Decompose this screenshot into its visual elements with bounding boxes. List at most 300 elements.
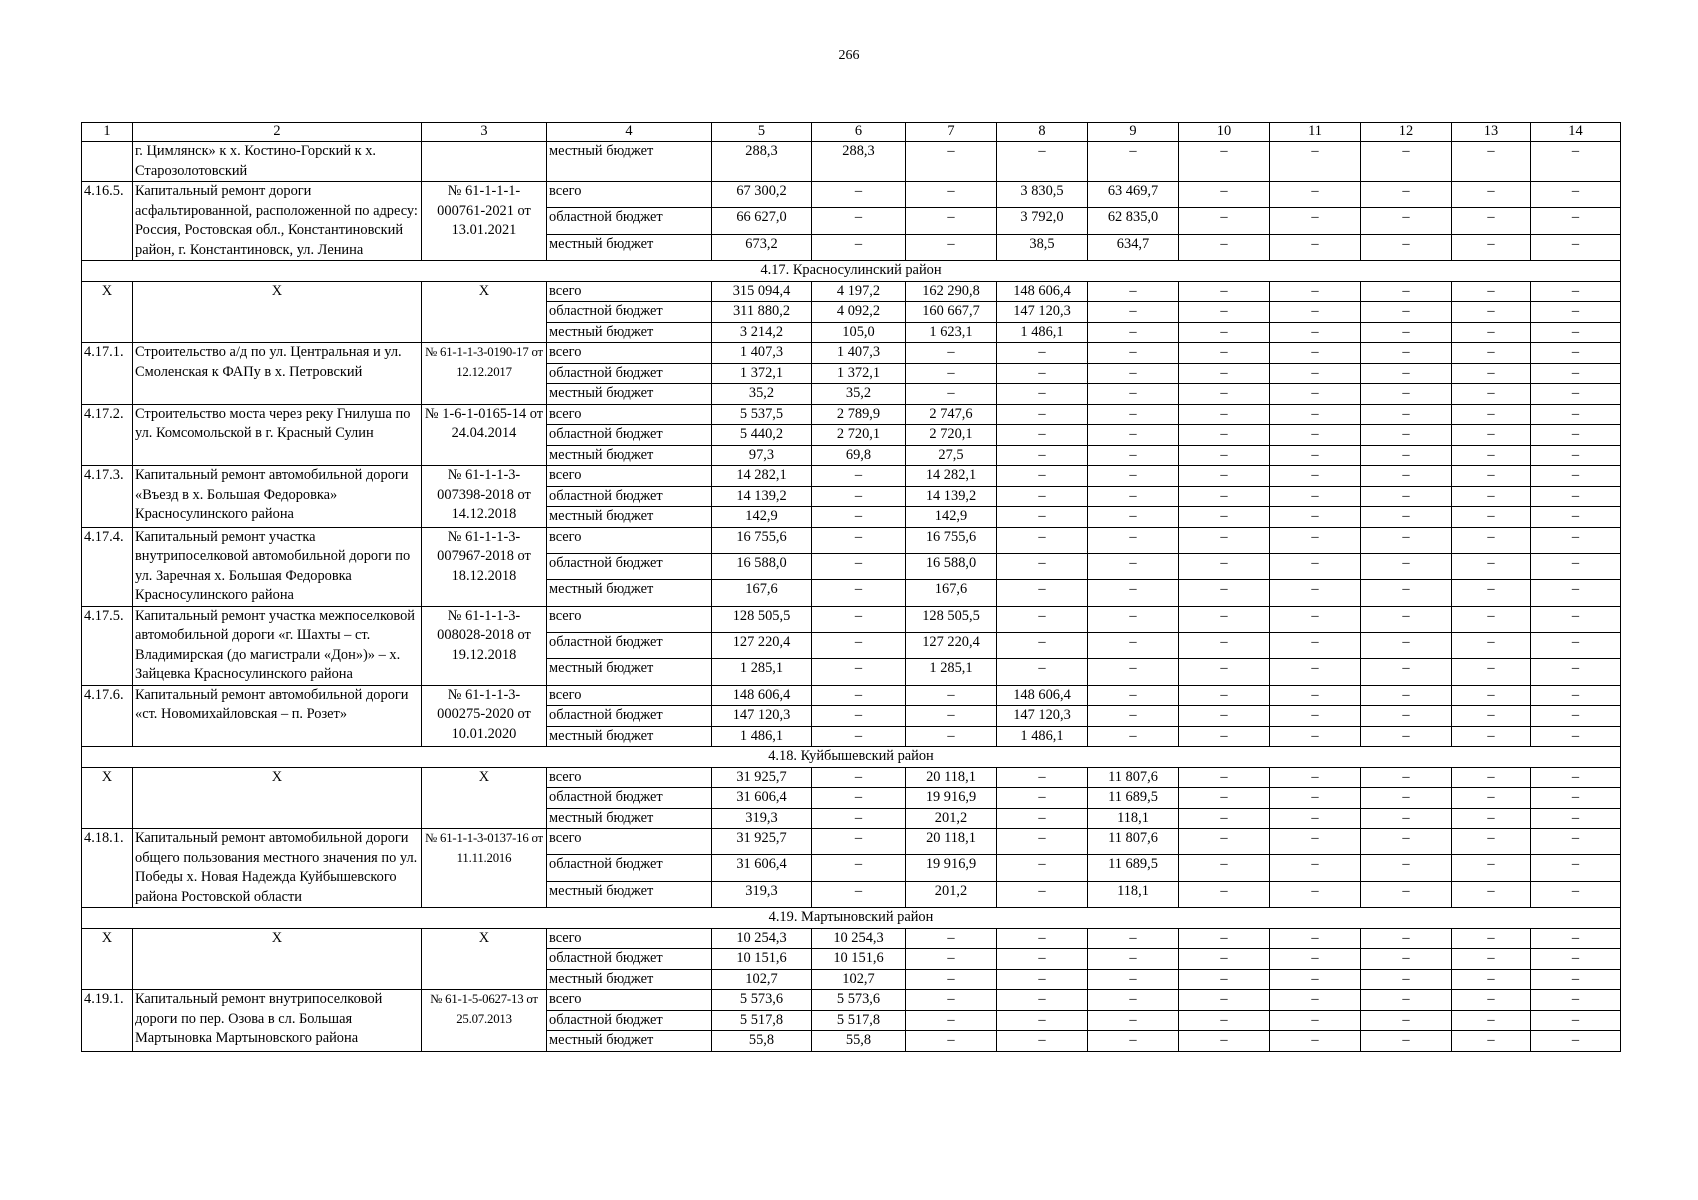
value-col-5: 102,7 xyxy=(712,969,812,990)
value-col-10: – xyxy=(1179,343,1270,364)
item-number: 4.17.5. xyxy=(82,606,133,685)
value-col-9: – xyxy=(1088,969,1179,990)
value-col-11: – xyxy=(1270,788,1361,809)
value-col-5: 315 094,4 xyxy=(712,281,812,302)
funding-source: всего xyxy=(547,685,712,706)
value-col-11: – xyxy=(1270,302,1361,323)
value-col-14: – xyxy=(1531,706,1621,727)
value-col-9: 62 835,0 xyxy=(1088,208,1179,234)
value-col-8: – xyxy=(997,553,1088,579)
value-col-6: 102,7 xyxy=(812,969,906,990)
value-col-12: – xyxy=(1361,881,1452,907)
value-col-12: – xyxy=(1361,343,1452,364)
value-col-9: 118,1 xyxy=(1088,808,1179,829)
value-col-10: – xyxy=(1179,580,1270,606)
project-row xyxy=(82,527,1621,553)
value-col-7: – xyxy=(906,685,997,706)
value-col-11: – xyxy=(1270,281,1361,302)
value-col-11: – xyxy=(1270,881,1361,907)
value-col-14: – xyxy=(1531,580,1621,606)
value-col-11: – xyxy=(1270,928,1361,949)
value-col-7: – xyxy=(906,928,997,949)
value-col-5: 147 120,3 xyxy=(712,706,812,727)
funding-source: местный бюджет xyxy=(547,142,712,182)
value-col-12: – xyxy=(1361,281,1452,302)
value-col-11: – xyxy=(1270,726,1361,747)
value-col-11: – xyxy=(1270,425,1361,446)
value-col-5: 319,3 xyxy=(712,881,812,907)
value-col-13: – xyxy=(1452,808,1531,829)
value-col-7: 201,2 xyxy=(906,881,997,907)
project-row xyxy=(82,343,1621,364)
value-col-9: – xyxy=(1088,343,1179,364)
value-col-9: 118,1 xyxy=(1088,881,1179,907)
value-col-12: – xyxy=(1361,527,1452,553)
column-header-8: 8 xyxy=(997,123,1088,142)
project-row xyxy=(82,466,1621,487)
value-col-13: – xyxy=(1452,234,1531,260)
value-col-13: – xyxy=(1452,606,1531,632)
value-col-11: – xyxy=(1270,632,1361,658)
value-col-6: 10 254,3 xyxy=(812,928,906,949)
value-col-6: 4 197,2 xyxy=(812,281,906,302)
value-col-11: – xyxy=(1270,855,1361,881)
value-col-5: 14 139,2 xyxy=(712,486,812,507)
value-col-10: – xyxy=(1179,182,1270,208)
value-col-12: – xyxy=(1361,445,1452,466)
value-col-12: – xyxy=(1361,142,1452,182)
value-col-5: 16 755,6 xyxy=(712,527,812,553)
value-col-10: – xyxy=(1179,881,1270,907)
value-col-14: – xyxy=(1531,445,1621,466)
value-col-10: – xyxy=(1179,425,1270,446)
value-col-8: – xyxy=(997,928,1088,949)
funding-source: областной бюджет xyxy=(547,855,712,881)
item-name: Капитальный ремонт автомобильной дороги общего пользования местного значения по ул. Победы х. Новая Надежда Куйбышевского района Ростовской области xyxy=(133,829,422,908)
value-col-6: 105,0 xyxy=(812,322,906,343)
value-col-7: 16 755,6 xyxy=(906,527,997,553)
value-col-11: – xyxy=(1270,685,1361,706)
item-number: 4.17.4. xyxy=(82,527,133,606)
value-col-9: – xyxy=(1088,685,1179,706)
value-col-13: – xyxy=(1452,425,1531,446)
value-col-6: – xyxy=(812,208,906,234)
value-col-11: – xyxy=(1270,969,1361,990)
value-col-5: 55,8 xyxy=(712,1031,812,1052)
value-col-9: – xyxy=(1088,142,1179,182)
value-col-10: – xyxy=(1179,281,1270,302)
value-col-8: – xyxy=(997,969,1088,990)
value-col-5: 31 925,7 xyxy=(712,767,812,788)
funding-source: местный бюджет xyxy=(547,384,712,405)
value-col-13: – xyxy=(1452,580,1531,606)
value-col-9: – xyxy=(1088,466,1179,487)
document-reference: № 61-1-1-3-000275-2020 от 10.01.2020 xyxy=(422,685,547,747)
value-col-6: – xyxy=(812,234,906,260)
value-col-6: – xyxy=(812,632,906,658)
value-col-7: 19 916,9 xyxy=(906,855,997,881)
value-col-12: – xyxy=(1361,706,1452,727)
value-col-6: – xyxy=(812,855,906,881)
value-col-7: 160 667,7 xyxy=(906,302,997,323)
value-col-8: – xyxy=(997,507,1088,528)
value-col-14: – xyxy=(1531,767,1621,788)
document-reference: № 61-1-1-3-008028-2018 от 19.12.2018 xyxy=(422,606,547,685)
item-number: Х xyxy=(82,767,133,829)
value-col-10: – xyxy=(1179,486,1270,507)
funding-source: областной бюджет xyxy=(547,208,712,234)
value-col-9: – xyxy=(1088,606,1179,632)
project-row xyxy=(82,606,1621,632)
value-col-8: 147 120,3 xyxy=(997,302,1088,323)
value-col-13: – xyxy=(1452,384,1531,405)
value-col-6: 5 573,6 xyxy=(812,990,906,1011)
value-col-9: – xyxy=(1088,404,1179,425)
funding-source: местный бюджет xyxy=(547,234,712,260)
value-col-9: 634,7 xyxy=(1088,234,1179,260)
value-col-14: – xyxy=(1531,302,1621,323)
value-col-7: – xyxy=(906,1031,997,1052)
value-col-12: – xyxy=(1361,580,1452,606)
column-number-header xyxy=(82,123,1621,142)
value-col-5: 97,3 xyxy=(712,445,812,466)
item-name: Х xyxy=(133,281,422,343)
value-col-11: – xyxy=(1270,706,1361,727)
value-col-13: – xyxy=(1452,343,1531,364)
value-col-11: – xyxy=(1270,767,1361,788)
item-name: Капитальный ремонт дороги асфальтированной, расположенной по адресу: Россия, Ростовская обл., Константиновский район, г. Константиновск, ул. Ленина xyxy=(133,182,422,261)
value-col-12: – xyxy=(1361,685,1452,706)
value-col-8: 3 830,5 xyxy=(997,182,1088,208)
value-col-9: – xyxy=(1088,580,1179,606)
value-col-6: – xyxy=(812,527,906,553)
column-header-5: 5 xyxy=(712,123,812,142)
value-col-12: – xyxy=(1361,466,1452,487)
value-col-5: 31 925,7 xyxy=(712,829,812,855)
value-col-13: – xyxy=(1452,685,1531,706)
value-col-7: – xyxy=(906,726,997,747)
value-col-7: – xyxy=(906,234,997,260)
value-col-5: 319,3 xyxy=(712,808,812,829)
document-reference: Х xyxy=(422,281,547,343)
district-total-row xyxy=(82,928,1621,949)
value-col-7: 14 139,2 xyxy=(906,486,997,507)
value-col-10: – xyxy=(1179,685,1270,706)
funding-source: всего xyxy=(547,606,712,632)
value-col-7: 20 118,1 xyxy=(906,767,997,788)
value-col-10: – xyxy=(1179,788,1270,809)
value-col-8: – xyxy=(997,829,1088,855)
value-col-6: 4 092,2 xyxy=(812,302,906,323)
value-col-11: – xyxy=(1270,808,1361,829)
value-col-5: 142,9 xyxy=(712,507,812,528)
value-col-11: – xyxy=(1270,486,1361,507)
value-col-10: – xyxy=(1179,507,1270,528)
section-row xyxy=(82,747,1621,768)
value-col-9: – xyxy=(1088,384,1179,405)
value-col-10: – xyxy=(1179,302,1270,323)
value-col-10: – xyxy=(1179,659,1270,685)
value-col-13: – xyxy=(1452,632,1531,658)
budget-table xyxy=(81,122,1621,1052)
value-col-13: – xyxy=(1452,1010,1531,1031)
item-name: Х xyxy=(133,928,422,990)
funding-source: местный бюджет xyxy=(547,808,712,829)
value-col-10: – xyxy=(1179,404,1270,425)
value-col-14: – xyxy=(1531,486,1621,507)
value-col-11: – xyxy=(1270,234,1361,260)
funding-source: областной бюджет xyxy=(547,363,712,384)
value-col-9: – xyxy=(1088,726,1179,747)
value-col-6: – xyxy=(812,808,906,829)
value-col-9: – xyxy=(1088,363,1179,384)
value-col-8: – xyxy=(997,881,1088,907)
value-col-11: – xyxy=(1270,445,1361,466)
value-col-14: – xyxy=(1531,234,1621,260)
value-col-9: – xyxy=(1088,553,1179,579)
value-col-11: – xyxy=(1270,404,1361,425)
value-col-13: – xyxy=(1452,706,1531,727)
value-col-9: – xyxy=(1088,928,1179,949)
value-col-13: – xyxy=(1452,281,1531,302)
value-col-12: – xyxy=(1361,829,1452,855)
value-col-5: 31 606,4 xyxy=(712,788,812,809)
value-col-9: – xyxy=(1088,1031,1179,1052)
value-col-13: – xyxy=(1452,182,1531,208)
value-col-11: – xyxy=(1270,990,1361,1011)
value-col-9: – xyxy=(1088,632,1179,658)
value-col-6: – xyxy=(812,507,906,528)
value-col-6: – xyxy=(812,466,906,487)
funding-source: областной бюджет xyxy=(547,553,712,579)
value-col-10: – xyxy=(1179,322,1270,343)
value-col-8: – xyxy=(997,990,1088,1011)
value-col-10: – xyxy=(1179,726,1270,747)
value-col-12: – xyxy=(1361,726,1452,747)
value-col-6: – xyxy=(812,606,906,632)
value-col-5: 67 300,2 xyxy=(712,182,812,208)
funding-source: местный бюджет xyxy=(547,507,712,528)
funding-source: областной бюджет xyxy=(547,425,712,446)
value-col-7: – xyxy=(906,343,997,364)
value-col-5: 288,3 xyxy=(712,142,812,182)
column-header-7: 7 xyxy=(906,123,997,142)
funding-source: областной бюджет xyxy=(547,1010,712,1031)
value-col-11: – xyxy=(1270,553,1361,579)
value-col-13: – xyxy=(1452,142,1531,182)
value-col-8: 1 486,1 xyxy=(997,726,1088,747)
value-col-13: – xyxy=(1452,208,1531,234)
value-col-5: 5 573,6 xyxy=(712,990,812,1011)
funding-source: всего xyxy=(547,281,712,302)
value-col-10: – xyxy=(1179,808,1270,829)
value-col-9: – xyxy=(1088,425,1179,446)
value-col-14: – xyxy=(1531,659,1621,685)
value-col-7: – xyxy=(906,990,997,1011)
value-col-14: – xyxy=(1531,990,1621,1011)
document-reference: № 1-6-1-0165-14 от 24.04.2014 xyxy=(422,404,547,466)
funding-source: всего xyxy=(547,928,712,949)
value-col-8: 148 606,4 xyxy=(997,685,1088,706)
value-col-9: – xyxy=(1088,706,1179,727)
value-col-10: – xyxy=(1179,829,1270,855)
value-col-7: 2 720,1 xyxy=(906,425,997,446)
item-number: 4.16.5. xyxy=(82,182,133,261)
value-col-8: – xyxy=(997,425,1088,446)
value-col-9: – xyxy=(1088,990,1179,1011)
column-header-2: 2 xyxy=(133,123,422,142)
value-col-9: – xyxy=(1088,659,1179,685)
value-col-8: 1 486,1 xyxy=(997,322,1088,343)
value-col-8: – xyxy=(997,788,1088,809)
value-col-7: 142,9 xyxy=(906,507,997,528)
value-col-12: – xyxy=(1361,788,1452,809)
item-number: Х xyxy=(82,281,133,343)
item-number: Х xyxy=(82,928,133,990)
value-col-9: 11 689,5 xyxy=(1088,788,1179,809)
value-col-7: – xyxy=(906,384,997,405)
funding-source: всего xyxy=(547,343,712,364)
value-col-12: – xyxy=(1361,553,1452,579)
value-col-7: – xyxy=(906,969,997,990)
value-col-11: – xyxy=(1270,507,1361,528)
value-col-6: 2 720,1 xyxy=(812,425,906,446)
document-reference: № 61-1-1-1-000761-2021 от 13.01.2021 xyxy=(422,182,547,261)
value-col-5: 35,2 xyxy=(712,384,812,405)
value-col-8: – xyxy=(997,466,1088,487)
value-col-10: – xyxy=(1179,855,1270,881)
value-col-13: – xyxy=(1452,881,1531,907)
value-col-5: 5 517,8 xyxy=(712,1010,812,1031)
value-col-13: – xyxy=(1452,949,1531,970)
value-col-8: 3 792,0 xyxy=(997,208,1088,234)
item-name: Капитальный ремонт внутрипоселковой дороги по пер. Озова в сл. Большая Мартыновка Мартыновского района xyxy=(133,990,422,1052)
section-title: 4.19. Мартыновский район xyxy=(82,908,1621,929)
value-col-7: – xyxy=(906,949,997,970)
value-col-11: – xyxy=(1270,208,1361,234)
value-col-8: – xyxy=(997,343,1088,364)
value-col-5: 311 880,2 xyxy=(712,302,812,323)
value-col-11: – xyxy=(1270,363,1361,384)
value-col-5: 673,2 xyxy=(712,234,812,260)
column-header-9: 9 xyxy=(1088,123,1179,142)
value-col-8: 147 120,3 xyxy=(997,706,1088,727)
value-col-5: 10 254,3 xyxy=(712,928,812,949)
funding-source: местный бюджет xyxy=(547,580,712,606)
item-number xyxy=(82,142,133,182)
value-col-8: 38,5 xyxy=(997,234,1088,260)
funding-source: областной бюджет xyxy=(547,949,712,970)
value-col-9: 11 689,5 xyxy=(1088,855,1179,881)
value-col-13: – xyxy=(1452,855,1531,881)
value-col-8: – xyxy=(997,142,1088,182)
value-col-9: – xyxy=(1088,322,1179,343)
item-number: 4.17.2. xyxy=(82,404,133,466)
column-header-12: 12 xyxy=(1361,123,1452,142)
value-col-8: 148 606,4 xyxy=(997,281,1088,302)
value-col-13: – xyxy=(1452,553,1531,579)
value-col-11: – xyxy=(1270,527,1361,553)
funding-source: всего xyxy=(547,466,712,487)
value-col-6: 1 407,3 xyxy=(812,343,906,364)
item-name: Капитальный ремонт участка межпоселковой автомобильной дороги «г. Шахты – ст. Владимирская (до магистрали «Дон»)» – х. Зайцевка Красносулинского района xyxy=(133,606,422,685)
value-col-6: – xyxy=(812,553,906,579)
page-number: 266 xyxy=(838,48,860,63)
value-col-8: – xyxy=(997,949,1088,970)
value-col-7: 167,6 xyxy=(906,580,997,606)
value-col-6: – xyxy=(812,685,906,706)
value-col-10: – xyxy=(1179,706,1270,727)
value-col-7: 2 747,6 xyxy=(906,404,997,425)
document-reference: Х xyxy=(422,928,547,990)
value-col-11: – xyxy=(1270,659,1361,685)
value-col-13: – xyxy=(1452,659,1531,685)
value-col-12: – xyxy=(1361,322,1452,343)
value-col-10: – xyxy=(1179,928,1270,949)
value-col-14: – xyxy=(1531,928,1621,949)
funding-source: местный бюджет xyxy=(547,881,712,907)
section-row xyxy=(82,261,1621,282)
value-col-12: – xyxy=(1361,1031,1452,1052)
value-col-11: – xyxy=(1270,322,1361,343)
value-col-9: – xyxy=(1088,949,1179,970)
value-col-14: – xyxy=(1531,1010,1621,1031)
value-col-11: – xyxy=(1270,466,1361,487)
value-col-10: – xyxy=(1179,632,1270,658)
value-col-10: – xyxy=(1179,1010,1270,1031)
section-title: 4.18. Куйбышевский район xyxy=(82,747,1621,768)
value-col-10: – xyxy=(1179,767,1270,788)
column-header-14: 14 xyxy=(1531,123,1621,142)
value-col-14: – xyxy=(1531,343,1621,364)
funding-source: всего xyxy=(547,767,712,788)
value-col-6: 288,3 xyxy=(812,142,906,182)
value-col-8: – xyxy=(997,855,1088,881)
item-name: Строительство а/д по ул. Центральная и ул. Смоленская к ФАПу в х. Петровский xyxy=(133,343,422,405)
value-col-10: – xyxy=(1179,990,1270,1011)
item-name: Капитальный ремонт автомобильной дороги «ст. Новомихайловская – п. Розет» xyxy=(133,685,422,747)
value-col-7: 16 588,0 xyxy=(906,553,997,579)
value-col-8: – xyxy=(997,384,1088,405)
value-col-9: – xyxy=(1088,445,1179,466)
value-col-5: 1 285,1 xyxy=(712,659,812,685)
column-header-10: 10 xyxy=(1179,123,1270,142)
value-col-11: – xyxy=(1270,1031,1361,1052)
document-reference: № 61-1-5-0627-13 от 25.07.2013 xyxy=(422,990,547,1052)
value-col-12: – xyxy=(1361,302,1452,323)
value-col-8: – xyxy=(997,767,1088,788)
value-col-7: 19 916,9 xyxy=(906,788,997,809)
value-col-5: 16 588,0 xyxy=(712,553,812,579)
item-name: г. Цимлянск» к х. Костино-Горский к х. Старозолотовский xyxy=(133,142,422,182)
value-col-7: 27,5 xyxy=(906,445,997,466)
funding-source: областной бюджет xyxy=(547,486,712,507)
value-col-8: – xyxy=(997,527,1088,553)
column-header-3: 3 xyxy=(422,123,547,142)
value-col-14: – xyxy=(1531,404,1621,425)
document-reference: № 61-1-1-3-0190-17 от 12.12.2017 xyxy=(422,343,547,405)
value-col-12: – xyxy=(1361,808,1452,829)
value-col-13: – xyxy=(1452,726,1531,747)
value-col-5: 5 440,2 xyxy=(712,425,812,446)
value-col-13: – xyxy=(1452,767,1531,788)
value-col-8: – xyxy=(997,1031,1088,1052)
value-col-6: – xyxy=(812,580,906,606)
section-row xyxy=(82,908,1621,929)
value-col-10: – xyxy=(1179,1031,1270,1052)
value-col-10: – xyxy=(1179,208,1270,234)
value-col-8: – xyxy=(997,606,1088,632)
